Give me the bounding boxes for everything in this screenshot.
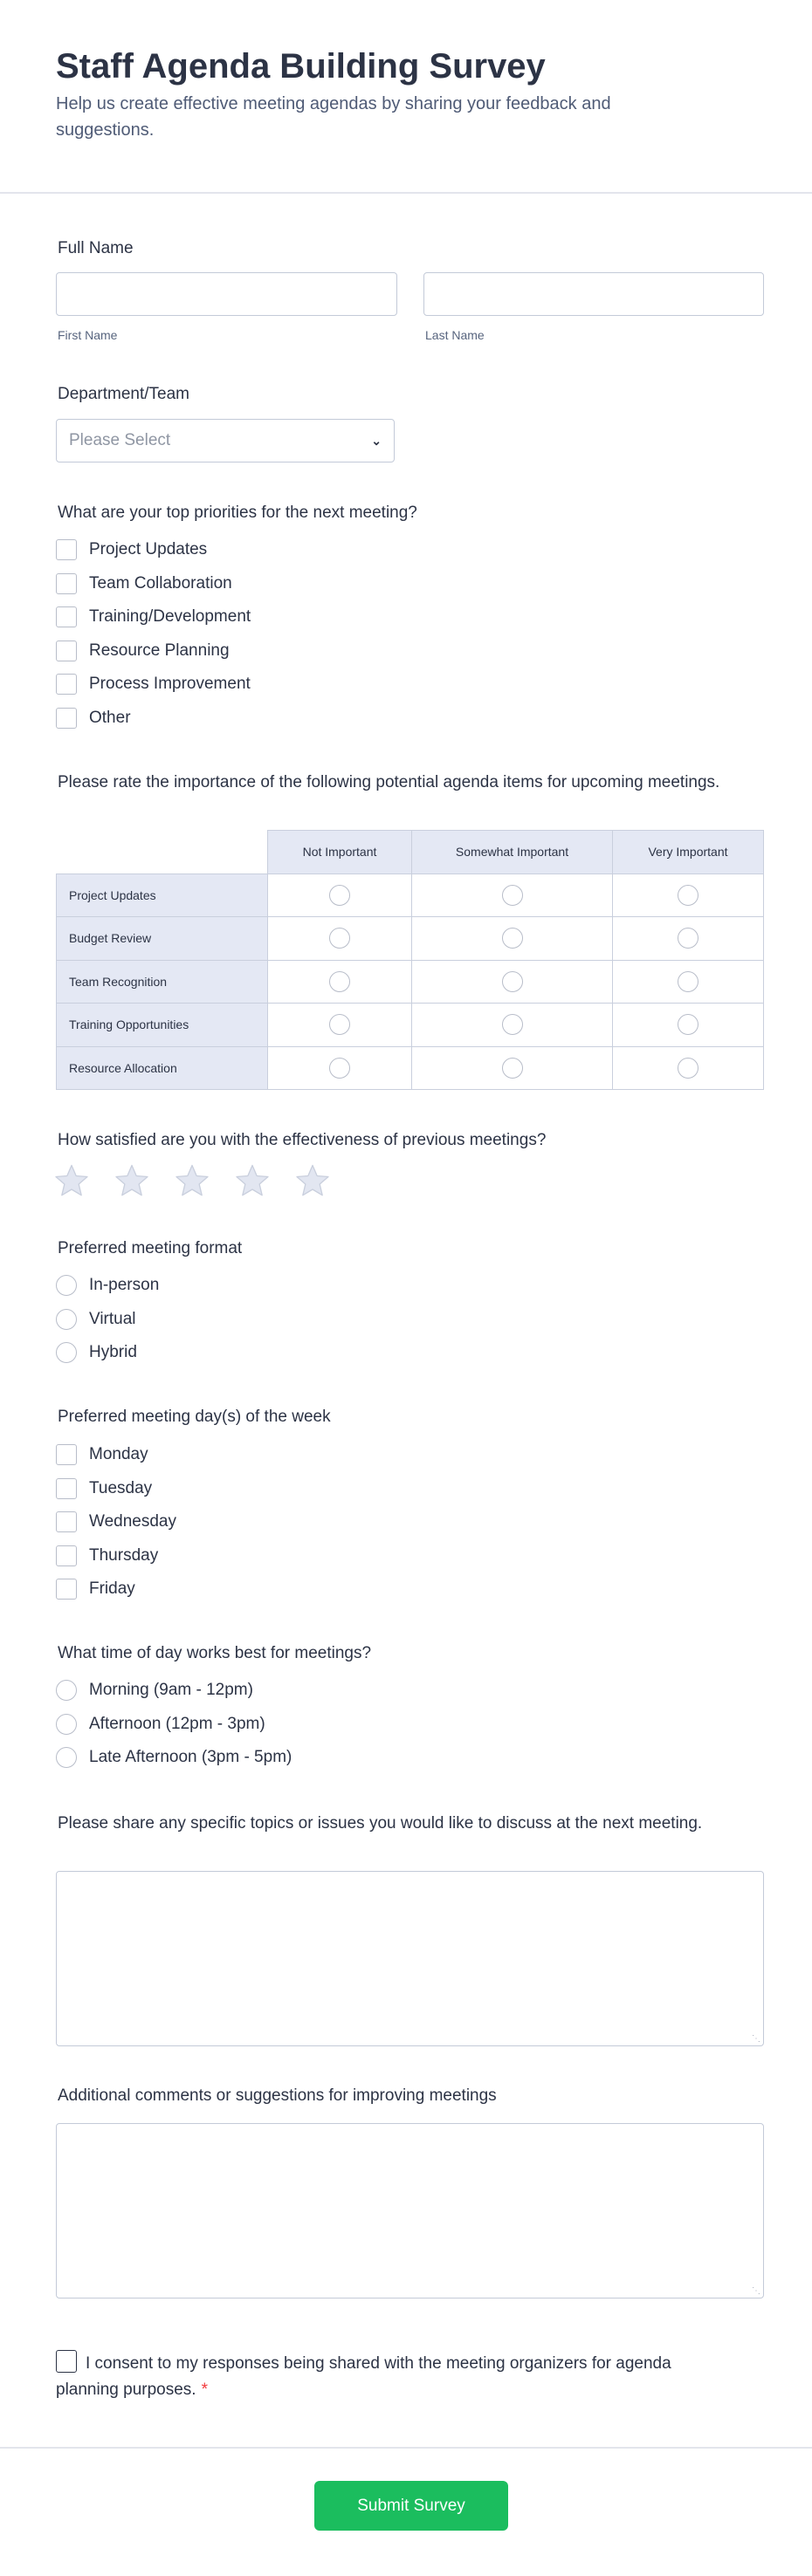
consent-label: I consent to my responses being shared with the meeting organizers for agenda planning purposes. bbox=[56, 2354, 671, 2399]
option-label: Monday bbox=[89, 1445, 148, 1464]
last-name-sublabel: Last Name bbox=[425, 328, 485, 342]
required-mark: * bbox=[201, 2381, 208, 2399]
checkbox[interactable] bbox=[56, 1579, 77, 1600]
matrix-row bbox=[57, 917, 764, 961]
topics-label: Please share any specific topics or issues you would like to discuss at the next meeting. bbox=[58, 1814, 703, 1833]
checkbox[interactable] bbox=[56, 606, 77, 627]
format-option[interactable] bbox=[56, 1269, 159, 1303]
checkbox[interactable] bbox=[56, 674, 77, 695]
department-label: Department/Team bbox=[58, 385, 190, 403]
matrix-radio[interactable] bbox=[678, 971, 698, 992]
matrix-radio[interactable] bbox=[678, 1058, 698, 1079]
matrix-row bbox=[57, 874, 764, 917]
priorities-checkbox-group bbox=[56, 533, 251, 735]
footer-divider bbox=[0, 2447, 812, 2449]
first-name-sublabel: First Name bbox=[58, 328, 118, 342]
priorities-label: What are your top priorities for the next meeting? bbox=[58, 504, 417, 522]
first-name-input[interactable] bbox=[56, 272, 397, 316]
time-option[interactable] bbox=[56, 1708, 292, 1742]
star-icon[interactable] bbox=[114, 1163, 149, 1198]
option-label: Process Improvement bbox=[89, 675, 251, 694]
checkbox[interactable] bbox=[56, 641, 77, 661]
checkbox[interactable] bbox=[56, 1545, 77, 1566]
priority-option[interactable] bbox=[56, 600, 251, 634]
matrix-row-label: Project Updates bbox=[57, 874, 268, 917]
matrix-column-header: Very Important bbox=[613, 831, 764, 874]
radio[interactable] bbox=[56, 1342, 77, 1363]
format-label: Preferred meeting format bbox=[58, 1239, 243, 1257]
star-rating bbox=[54, 1163, 330, 1198]
checkbox[interactable] bbox=[56, 573, 77, 594]
day-option[interactable] bbox=[56, 1539, 176, 1573]
option-label: Thursday bbox=[89, 1545, 159, 1565]
matrix-label: Please rate the importance of the following potential agenda items for upcoming meetings. bbox=[58, 773, 720, 791]
matrix-radio[interactable] bbox=[329, 885, 350, 906]
priority-option[interactable] bbox=[56, 634, 251, 668]
day-option[interactable] bbox=[56, 1572, 176, 1607]
comments-textarea[interactable] bbox=[56, 2123, 764, 2299]
matrix-corner bbox=[57, 831, 268, 874]
option-label: Training/Development bbox=[89, 607, 251, 627]
matrix-radio[interactable] bbox=[329, 1058, 350, 1079]
option-label: Other bbox=[89, 708, 131, 727]
importance-matrix bbox=[56, 830, 764, 1090]
satisfaction-label: How satisfied are you with the effectiveness of previous meetings? bbox=[58, 1131, 547, 1149]
radio[interactable] bbox=[56, 1680, 77, 1701]
star-icon[interactable] bbox=[175, 1163, 210, 1198]
matrix-radio[interactable] bbox=[678, 885, 698, 906]
matrix-radio[interactable] bbox=[329, 1014, 350, 1035]
day-option[interactable] bbox=[56, 1472, 176, 1506]
matrix-row bbox=[57, 1046, 764, 1090]
header-divider bbox=[0, 192, 812, 194]
matrix-row-label: Resource Allocation bbox=[57, 1046, 268, 1090]
matrix-radio[interactable] bbox=[502, 971, 523, 992]
priority-option[interactable] bbox=[56, 702, 251, 736]
day-option[interactable] bbox=[56, 1505, 176, 1539]
priority-option[interactable] bbox=[56, 668, 251, 702]
consent-field bbox=[56, 2350, 719, 2403]
radio[interactable] bbox=[56, 1747, 77, 1768]
option-label: Afternoon (12pm - 3pm) bbox=[89, 1714, 265, 1733]
option-label: Resource Planning bbox=[89, 641, 230, 660]
option-label: Team Collaboration bbox=[89, 573, 232, 593]
star-icon[interactable] bbox=[295, 1163, 330, 1198]
format-option[interactable] bbox=[56, 1303, 159, 1337]
star-icon[interactable] bbox=[54, 1163, 89, 1198]
matrix-radio[interactable] bbox=[329, 928, 350, 949]
option-label: Wednesday bbox=[89, 1512, 176, 1531]
option-label: Project Updates bbox=[89, 540, 208, 559]
matrix-column-header: Not Important bbox=[268, 831, 412, 874]
time-radio-group bbox=[56, 1674, 292, 1775]
option-label: Morning (9am - 12pm) bbox=[89, 1681, 253, 1700]
page-title: Staff Agenda Building Survey bbox=[56, 47, 546, 86]
matrix-radio[interactable] bbox=[329, 971, 350, 992]
checkbox[interactable] bbox=[56, 708, 77, 729]
last-name-input[interactable] bbox=[423, 272, 764, 316]
consent-checkbox[interactable] bbox=[56, 2350, 77, 2373]
matrix-radio[interactable] bbox=[678, 1014, 698, 1035]
priority-option[interactable] bbox=[56, 567, 251, 601]
format-radio-group bbox=[56, 1269, 159, 1370]
matrix-radio[interactable] bbox=[678, 928, 698, 949]
matrix-row-label: Budget Review bbox=[57, 917, 268, 961]
matrix-row bbox=[57, 1004, 764, 1047]
page-subtitle: Help us create effective meeting agendas by sharing your feedback and suggestions. bbox=[56, 94, 611, 140]
option-label: Friday bbox=[89, 1579, 135, 1599]
star-icon[interactable] bbox=[235, 1163, 270, 1198]
checkbox[interactable] bbox=[56, 1478, 77, 1499]
department-placeholder: Please Select bbox=[69, 431, 171, 449]
option-label: Hybrid bbox=[89, 1343, 137, 1362]
days-label: Preferred meeting day(s) of the week bbox=[58, 1408, 331, 1426]
option-label: Late Afternoon (3pm - 5pm) bbox=[89, 1748, 292, 1767]
days-checkbox-group bbox=[56, 1438, 176, 1607]
matrix-radio[interactable] bbox=[502, 1058, 523, 1079]
matrix-radio[interactable] bbox=[502, 928, 523, 949]
checkbox[interactable] bbox=[56, 539, 77, 560]
radio[interactable] bbox=[56, 1309, 77, 1330]
matrix-row-label: Team Recognition bbox=[57, 960, 268, 1004]
matrix-radio[interactable] bbox=[502, 885, 523, 906]
format-option[interactable] bbox=[56, 1336, 159, 1370]
topics-textarea[interactable] bbox=[56, 1871, 764, 2046]
matrix-radio[interactable] bbox=[502, 1014, 523, 1035]
resize-handle-icon[interactable]: ⋱ bbox=[752, 2034, 760, 2044]
checkbox[interactable] bbox=[56, 1511, 77, 1532]
submit-button[interactable]: Submit Survey bbox=[314, 2481, 508, 2531]
radio[interactable] bbox=[56, 1714, 77, 1735]
option-label: Virtual bbox=[89, 1309, 136, 1328]
radio[interactable] bbox=[56, 1275, 77, 1296]
comments-label: Additional comments or suggestions for improving meetings bbox=[58, 2086, 497, 2105]
option-label: Tuesday bbox=[89, 1478, 153, 1497]
matrix-column-header: Somewhat Important bbox=[412, 831, 613, 874]
day-option[interactable] bbox=[56, 1438, 176, 1472]
full-name-label: Full Name bbox=[58, 239, 134, 257]
time-option[interactable] bbox=[56, 1674, 292, 1708]
time-label: What time of day works best for meetings? bbox=[58, 1644, 372, 1662]
option-label: In-person bbox=[89, 1276, 160, 1295]
priority-option[interactable] bbox=[56, 533, 251, 567]
time-option[interactable] bbox=[56, 1741, 292, 1775]
matrix-row-label: Training Opportunities bbox=[57, 1004, 268, 1047]
resize-handle-icon[interactable]: ⋱ bbox=[752, 2286, 760, 2296]
department-select[interactable] bbox=[56, 419, 395, 462]
chevron-down-icon: ⌄ bbox=[371, 433, 382, 448]
matrix-row bbox=[57, 960, 764, 1004]
checkbox[interactable] bbox=[56, 1444, 77, 1465]
